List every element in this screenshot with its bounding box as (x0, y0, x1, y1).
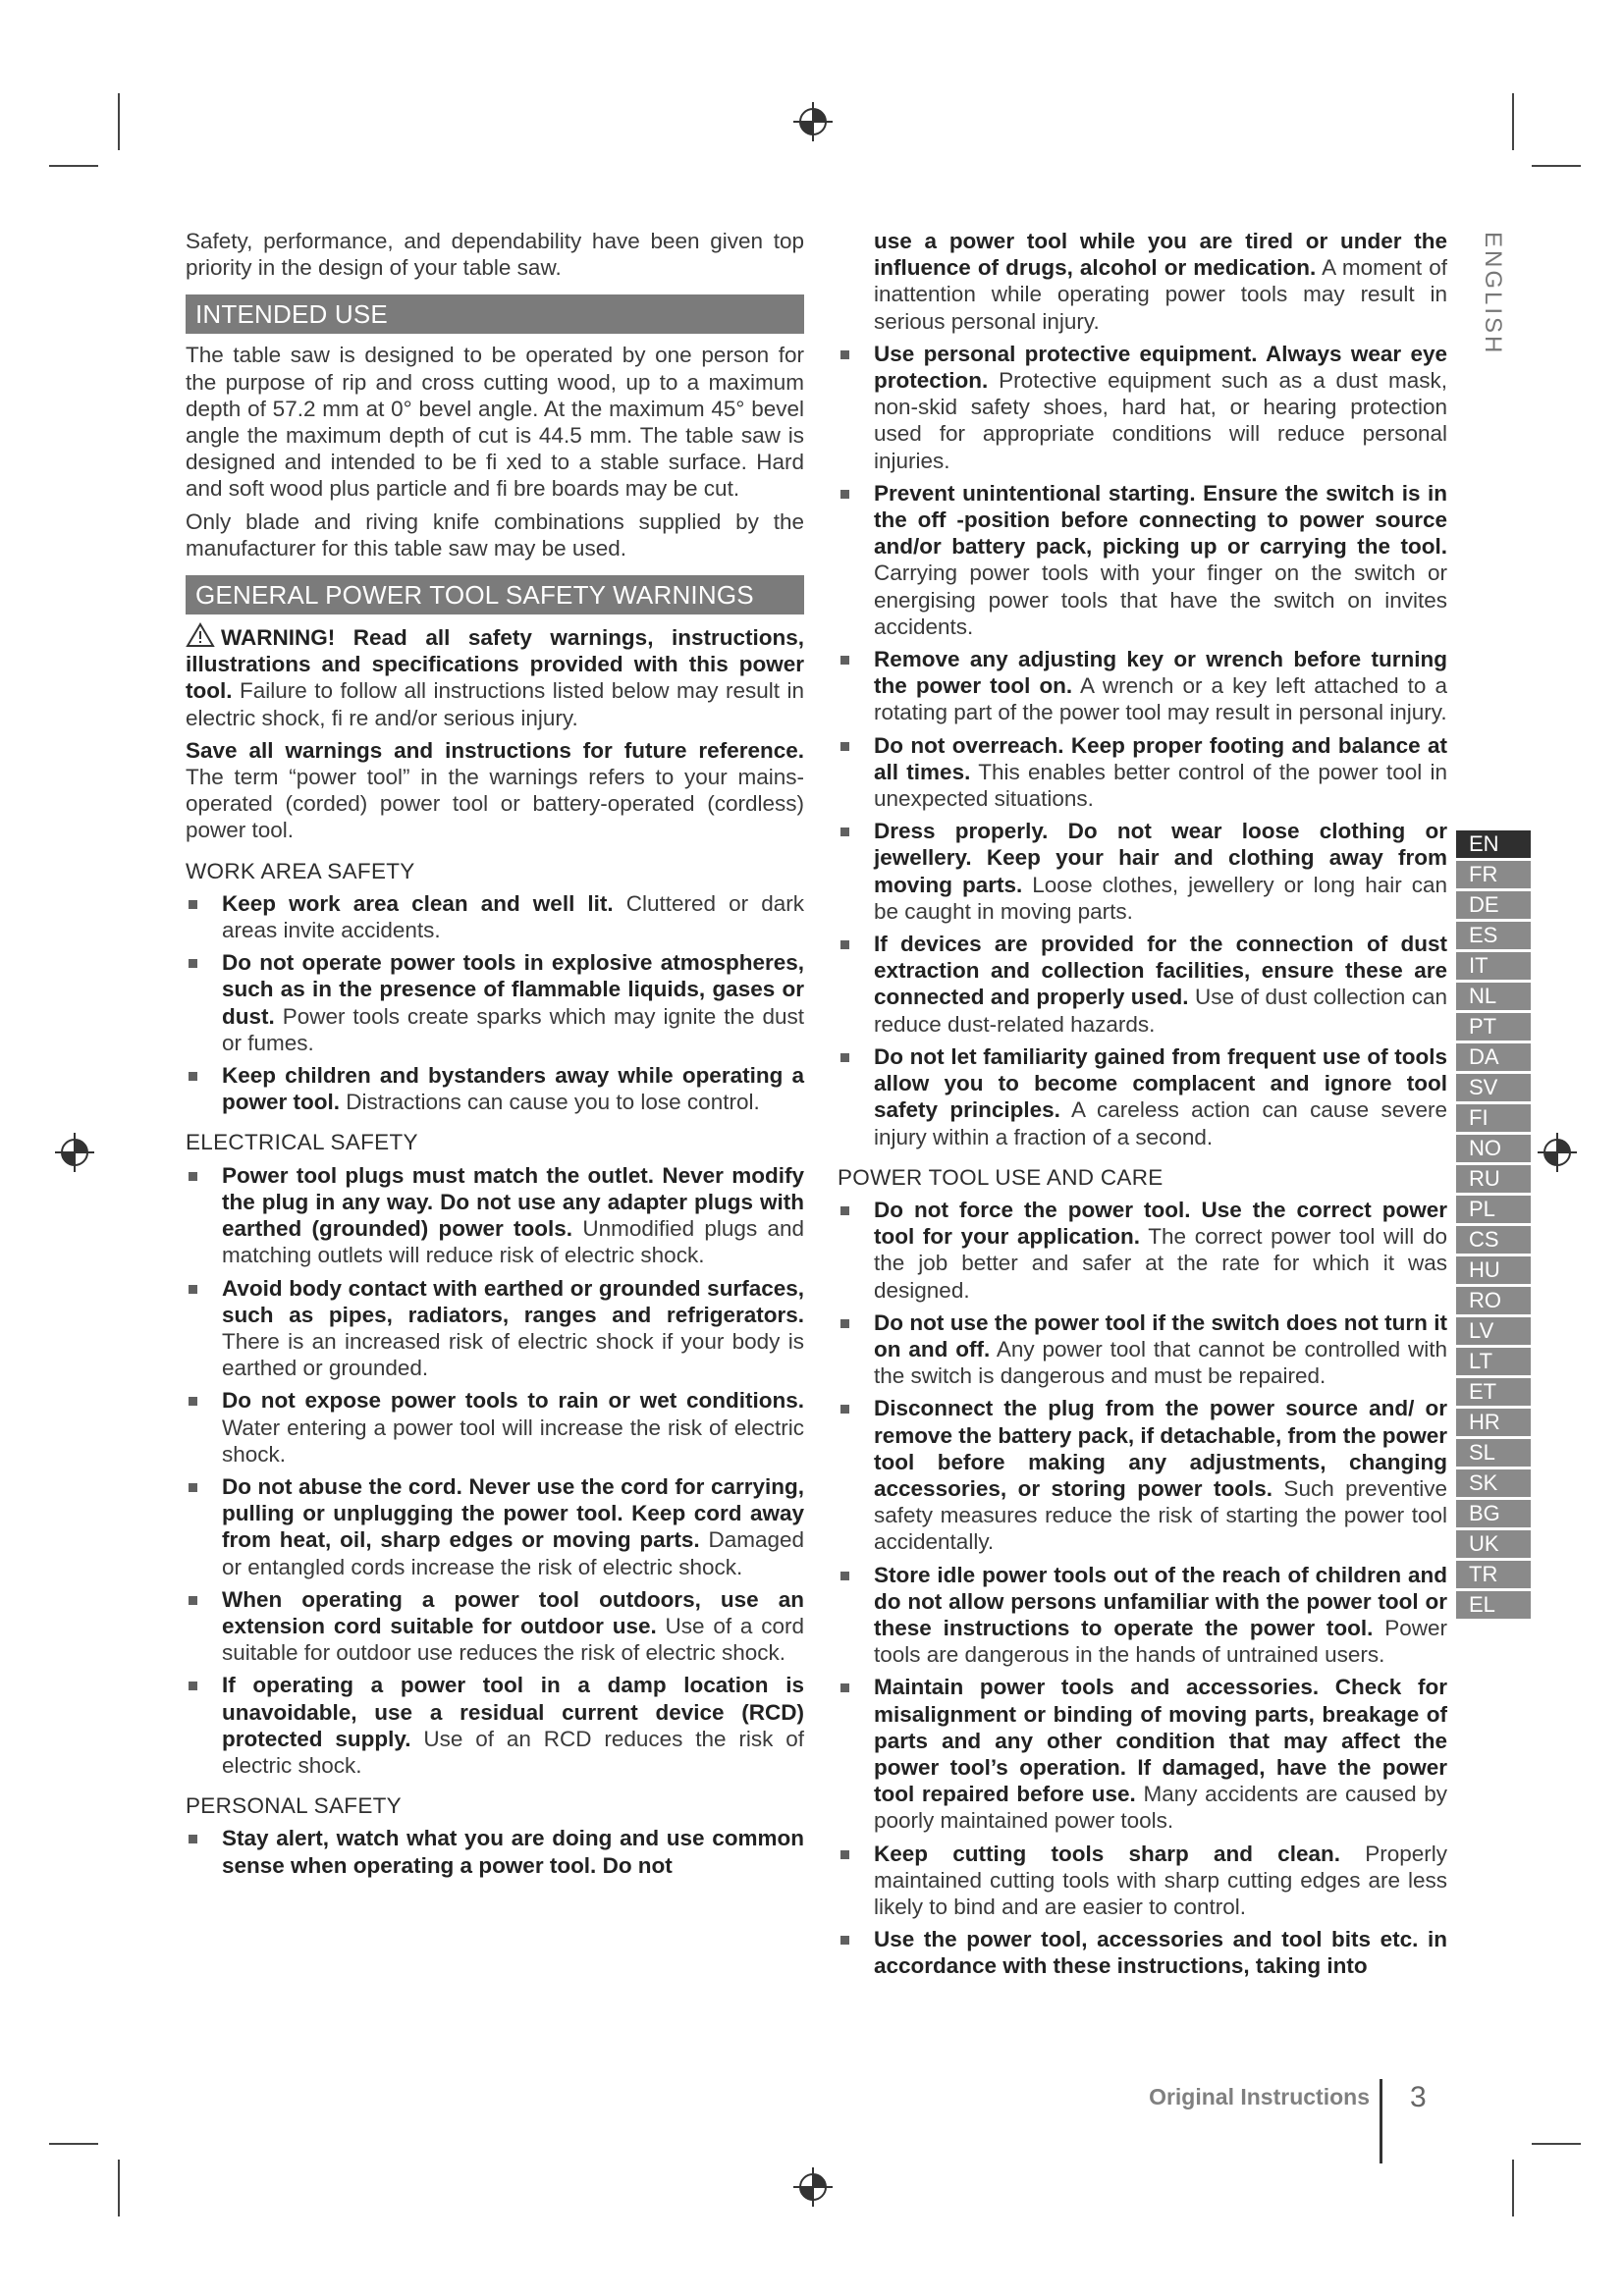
list-item (838, 1197, 1447, 1304)
item-text: Distractions can cause you to lose control. (340, 1090, 760, 1115)
item-bold: Remove any adjusting key or wrench before turning the power tool on. (874, 647, 1447, 699)
warning-text: Failure to follow all instructions listed below may result in electric shock, fi re and/or serious injury. (186, 678, 804, 730)
language-tab-pl[interactable]: PL (1456, 1196, 1531, 1223)
item-bold: Maintain power tools and accessories. Check for misalignment or binding of moving parts, breakage of parts and any other condition that may affect the power tool’s operation. If damaged, have the power tool repaired before use. (874, 1675, 1447, 1807)
language-tab-fr[interactable]: FR (1456, 861, 1531, 888)
page-number: 3 (1410, 2081, 1427, 2113)
item-bold: Do not let familiarity gained from frequent use of tools allow you to become complacent and ignore tool safety principles. (874, 1043, 1447, 1123)
item-text: Damaged or entangled cords increase the risk of electric shock. (222, 1527, 805, 1579)
item-text: A wrench or a key left attached to a rotating part of the power tool may result in personal injury. (874, 673, 1447, 725)
list-item (186, 1473, 804, 1580)
language-tab-no[interactable]: NO (1456, 1135, 1531, 1162)
item-bold: use a power tool while you are tired or under the influence of drugs, alcohol or medication. (874, 229, 1447, 281)
list-item (838, 1562, 1447, 1669)
footer-divider (1380, 2079, 1382, 2163)
language-tab-tr[interactable]: TR (1456, 1561, 1531, 1588)
intended-use-paragraph: Only blade and riving knife combinations supplied by the manufacturer for this table saw may be used. (186, 508, 804, 561)
registration-mark-icon (55, 1133, 94, 1172)
crop-mark (1512, 2160, 1514, 2216)
item-bold: Do not force the power tool. Use the correct power tool for your application. (874, 1197, 1447, 1250)
subheading-power-tool-use: POWER TOOL USE AND CARE (838, 1164, 1164, 1190)
language-tab-ro[interactable]: RO (1456, 1287, 1531, 1314)
item-text: Power tools create sparks which may ignite the dust or fumes. (222, 1003, 804, 1055)
list-item (838, 1043, 1447, 1150)
item-text: The correct power tool will do the job better and safer at the rate for which it was designed. (874, 1224, 1448, 1303)
list-item (838, 341, 1447, 474)
item-bold: Stay alert, watch what you are doing and use common sense when operating a power tool. Do not (222, 1826, 804, 1878)
language-tab-lv[interactable]: LV (1456, 1317, 1531, 1345)
item-bold: If operating a power tool in a damp location is unavoidable, use a residual current device (RCD) protected supply. (222, 1673, 804, 1751)
item-bold: When operating a power tool outdoors, use an extension cord suitable for outdoor use. (222, 1586, 804, 1638)
save-bold: Save all warnings and instructions for future reference. (186, 737, 804, 763)
save-text: The term “power tool” in the warnings refers to your mains-operated (corded) power tool or battery-operated (cordless) power tool. (186, 765, 804, 843)
item-text: Power tools are dangerous in the hands of untrained users. (874, 1615, 1447, 1668)
personal-list-continued (838, 228, 1447, 1150)
list-item (186, 890, 804, 943)
work-area-list (186, 890, 804, 1116)
language-tab-de[interactable]: DE (1456, 891, 1531, 919)
item-text: There is an increased risk of electric shock if your body is earthed or grounded. (222, 1328, 804, 1381)
language-tab-el[interactable]: EL (1456, 1591, 1531, 1619)
crop-mark (118, 93, 120, 150)
list-item (838, 1395, 1447, 1555)
list-item (186, 1387, 804, 1468)
list-item (838, 1841, 1447, 1921)
item-bold: Store idle power tools out of the reach of children and do not allow persons unfamiliar with the power tool or these instructions to operate the power tool. (874, 1562, 1447, 1640)
language-tab-bg[interactable]: BG (1456, 1500, 1531, 1527)
item-text: Use of an RCD reduces the risk of electric shock. (222, 1726, 804, 1778)
item-text: Cluttered or dark areas invite accidents. (222, 890, 805, 943)
list-item (838, 818, 1447, 925)
left-column (186, 228, 804, 1885)
registration-mark-icon (793, 2167, 833, 2207)
list-item (186, 1062, 804, 1115)
crop-mark (1532, 2143, 1581, 2145)
language-tab-ru[interactable]: RU (1456, 1165, 1531, 1193)
language-tab-et[interactable]: ET (1456, 1378, 1531, 1406)
item-text: Many accidents are caused by poorly maintained power tools. (874, 1782, 1448, 1834)
item-bold: Do not expose power tools to rain or wet conditions. (222, 1388, 804, 1414)
item-bold: Avoid body contact with earthed or grounded surfaces, such as pipes, radiators, ranges and refrigerators. (222, 1275, 804, 1327)
language-tabs (1456, 830, 1531, 1622)
item-text: A moment of inattention while operating power tools may result in serious personal injury. (874, 255, 1447, 334)
language-tab-cs[interactable]: CS (1456, 1226, 1531, 1254)
item-bold: Keep cutting tools sharp and clean. (874, 1841, 1340, 1866)
item-bold: Keep children and bystanders away while operating a power tool. (222, 1063, 804, 1115)
language-tab-pt[interactable]: PT (1456, 1013, 1531, 1041)
warning-paragraph (186, 622, 804, 731)
intended-use-paragraph: The table saw is designed to be operated by one person for the purpose of rip and cross cutting wood, up to a maximum depth of 57.2 mm at 0° bevel angle. At the maximum 45° bevel angle the maximum depth of cut is 44.5 mm. The table saw is designed and intended to be fi xed to a stable surface. Hard and soft wood plus particle and fi bre boards may be cut. (186, 343, 804, 502)
item-bold: Do not abuse the cord. Never use the cord for carrying, pulling or unplugging the power tool. Keep cord away from heat, oil, sharp edges or moving parts. (222, 1473, 804, 1553)
language-tab-en[interactable]: EN (1456, 830, 1531, 858)
item-text: Protective equipment such as a dust mask, non-skid safety shoes, hard hat, or hearing protection used for appropriate conditions will reduce personal injuries. (874, 368, 1447, 473)
language-tab-sk[interactable]: SK (1456, 1469, 1531, 1497)
list-item (186, 1275, 804, 1382)
item-text: This enables better control of the power tool in unexpected situations. (874, 759, 1448, 812)
electrical-list (186, 1162, 804, 1779)
item-bold: Do not overreach. Keep proper footing and balance at all times. (874, 732, 1447, 784)
item-bold: Dress properly. Do not wear loose clothing or jewellery. Keep your hair and clothing away from moving parts. (874, 819, 1447, 897)
item-bold: Prevent unintentional starting. Ensure the switch is in the off -position before connecting to power source and/or battery pack, picking up or carrying the tool. (874, 480, 1447, 560)
item-text: Carrying power tools with your finger on the switch or energising power tools that have the switch on invites accidents. (874, 561, 1447, 639)
item-text: Loose clothes, jewellery or long hair can be caught in moving parts. (874, 872, 1447, 924)
language-tab-sv[interactable]: SV (1456, 1074, 1531, 1101)
list-item (838, 931, 1447, 1038)
list-item (186, 1825, 804, 1878)
list-item (838, 1309, 1447, 1390)
crop-mark (118, 2160, 120, 2216)
language-side-tab (1478, 232, 1507, 359)
personal-list-start (186, 1825, 804, 1878)
item-text: Such preventive safety measures reduce the risk of starting the power tool accidentally. (874, 1475, 1447, 1555)
list-item (838, 480, 1447, 640)
save-paragraph (186, 737, 804, 844)
language-tab-fi[interactable]: FI (1456, 1104, 1531, 1132)
language-tab-es[interactable]: ES (1456, 922, 1531, 949)
language-side-tab-label: ENGLISH (1480, 232, 1506, 356)
language-tab-it[interactable]: IT (1456, 952, 1531, 980)
list-item-continued (838, 228, 1447, 335)
list-item (838, 1674, 1447, 1834)
item-text: Use of dust collection can reduce dust-related hazards. (874, 985, 1447, 1037)
list-item (186, 1672, 804, 1779)
list-item (186, 949, 804, 1056)
language-tab-uk[interactable]: UK (1456, 1530, 1531, 1558)
item-bold: Use the power tool, accessories and tool bits etc. in accordance with these instructions, taking into (874, 1927, 1447, 1979)
registration-mark-icon (793, 102, 833, 141)
power-tool-use-list (838, 1197, 1447, 1980)
footer-label: Original Instructions (1149, 2084, 1370, 2109)
language-tab-hu[interactable]: HU (1456, 1256, 1531, 1284)
list-item (838, 646, 1447, 726)
intro-paragraph: Safety, performance, and dependability have been given top priority in the design of your table saw. (186, 229, 804, 281)
subheading-personal: PERSONAL SAFETY (186, 1793, 402, 1819)
language-tab-nl[interactable]: NL (1456, 983, 1531, 1010)
warning-bold: WARNING! Read all safety warnings, instructions, illustrations and specifications provided with this power tool. (186, 625, 804, 704)
warning-icon (186, 622, 215, 648)
registration-mark-icon (1538, 1133, 1577, 1172)
language-tab-hr[interactable]: HR (1456, 1409, 1531, 1436)
item-text: Properly maintained cutting tools with sharp cutting edges are less likely to bind and are easier to control. (874, 1841, 1447, 1919)
subheading-work-area: WORK AREA SAFETY (186, 858, 415, 883)
item-text: Use of a cord suitable for outdoor use reduces the risk of electric shock. (222, 1613, 804, 1666)
item-text: A careless action can cause severe injury within a fraction of a second. (874, 1097, 1447, 1149)
subheading-electrical: ELECTRICAL SAFETY (186, 1130, 418, 1155)
list-item (186, 1586, 804, 1667)
list-item (838, 732, 1447, 813)
list-item (838, 1926, 1447, 1979)
item-bold: Use personal protective equipment. Always wear eye protection. (874, 341, 1447, 394)
item-bold: If devices are provided for the connection of dust extraction and collection facilities, ensure these are connected and properly used. (874, 932, 1447, 1010)
language-tab-da[interactable]: DA (1456, 1043, 1531, 1071)
crop-mark (1512, 93, 1514, 150)
item-bold: Do not use the power tool if the switch does not turn it on and off. (874, 1309, 1447, 1362)
crop-mark (49, 2143, 98, 2145)
language-tab-lt[interactable]: LT (1456, 1348, 1531, 1375)
language-tab-sl[interactable]: SL (1456, 1439, 1531, 1467)
item-text: Unmodified plugs and matching outlets will reduce risk of electric shock. (222, 1216, 804, 1268)
item-bold: Keep work area clean and well lit. (222, 890, 614, 916)
crop-mark (1532, 165, 1581, 167)
right-column (838, 228, 1447, 1986)
item-text: Water entering a power tool will increase the risk of electric shock. (222, 1415, 804, 1467)
list-item (186, 1162, 804, 1269)
section-header-intended-use: INTENDED USE (186, 294, 804, 334)
item-bold: Power tool plugs must match the outlet. Never modify the plug in any way. Do not use any adapter plugs with earthed (grounded) power tools. (222, 1162, 804, 1242)
item-text: Any power tool that cannot be controlled with the switch is dangerous and must be repaired. (874, 1336, 1448, 1389)
item-bold: Disconnect the plug from the power source and/ or remove the battery pack, if detachable, from the power tool before making any adjustments, changing accessories, or storing power tools. (874, 1396, 1447, 1501)
section-header-general-warnings: GENERAL POWER TOOL SAFETY WARNINGS (186, 575, 804, 614)
crop-mark (49, 165, 98, 167)
item-bold: Do not operate power tools in explosive atmospheres, such as in the presence of flammable liquids, gases or dust. (222, 950, 804, 1029)
